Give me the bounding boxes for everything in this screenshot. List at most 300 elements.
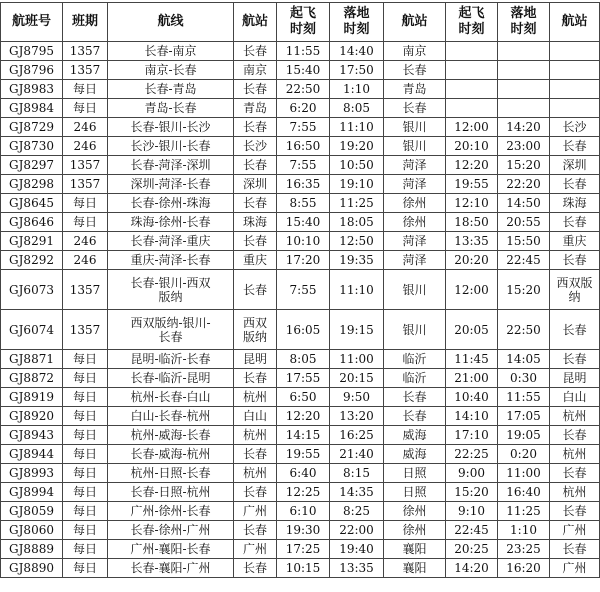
cell-station-3: 长春 xyxy=(550,175,600,194)
cell-arrival-1: 14:35 xyxy=(330,483,384,502)
flight-schedule-table xyxy=(0,2,600,578)
cell-days: 每日 xyxy=(63,559,108,578)
cell-arrival-2: 11:00 xyxy=(498,464,550,483)
cell-route: 南京-长春 xyxy=(108,61,234,80)
cell-days: 1357 xyxy=(63,310,108,350)
cell-station-2: 日照 xyxy=(384,464,446,483)
header-arrival-2-line-1: 落地 xyxy=(510,6,537,21)
cell-station-1: 长春 xyxy=(234,559,277,578)
header-station-3: 航站 xyxy=(550,3,600,42)
table-row xyxy=(1,369,600,388)
cell-flight-no: GJ8983 xyxy=(1,80,63,99)
cell-arrival-1: 13:35 xyxy=(330,559,384,578)
cell-route: 白山-长春-杭州 xyxy=(108,407,234,426)
cell-route: 长春-日照-杭州 xyxy=(108,483,234,502)
cell-flight-no: GJ8292 xyxy=(1,251,63,270)
cell-departure-1: 12:25 xyxy=(277,483,330,502)
table-row xyxy=(1,156,600,175)
cell-flight-no: GJ8919 xyxy=(1,388,63,407)
cell-days: 1357 xyxy=(63,61,108,80)
cell-station-3 xyxy=(550,42,600,61)
cell-route-line: 西双版纳-银川- xyxy=(130,315,211,330)
cell-station-2: 襄阳 xyxy=(384,540,446,559)
cell-route: 珠海-徐州-长春 xyxy=(108,213,234,232)
cell-departure-2: 12:10 xyxy=(446,194,498,213)
cell-route: 长春-威海-杭州 xyxy=(108,445,234,464)
cell-days: 每日 xyxy=(63,369,108,388)
cell-station-3: 长春 xyxy=(550,251,600,270)
cell-station-1: 长春 xyxy=(234,483,277,502)
cell-arrival-2: 14:05 xyxy=(498,350,550,369)
cell-station-1: 广州 xyxy=(234,540,277,559)
table-row xyxy=(1,559,600,578)
cell-departure-2: 9:00 xyxy=(446,464,498,483)
cell-departure-2: 11:45 xyxy=(446,350,498,369)
cell-arrival-1: 9:50 xyxy=(330,388,384,407)
cell-departure-2: 22:25 xyxy=(446,445,498,464)
table-row xyxy=(1,61,600,80)
cell-departure-1: 22:50 xyxy=(277,80,330,99)
cell-station-1: 昆明 xyxy=(234,350,277,369)
header-departure-1-line-2: 时刻 xyxy=(289,22,316,37)
cell-station-3: 杭州 xyxy=(550,445,600,464)
cell-departure-2: 17:10 xyxy=(446,426,498,445)
cell-departure-1: 17:55 xyxy=(277,369,330,388)
table-row xyxy=(1,80,600,99)
cell-station-1: 重庆 xyxy=(234,251,277,270)
cell-station-3-line: 纳 xyxy=(568,289,581,304)
cell-arrival-2: 15:50 xyxy=(498,232,550,251)
cell-station-1: 白山 xyxy=(234,407,277,426)
cell-station-2: 襄阳 xyxy=(384,559,446,578)
table-row xyxy=(1,350,600,369)
table-row xyxy=(1,118,600,137)
cell-departure-1: 6:40 xyxy=(277,464,330,483)
cell-departure-1: 16:35 xyxy=(277,175,330,194)
cell-departure-2: 20:25 xyxy=(446,540,498,559)
cell-station-3: 长春 xyxy=(550,426,600,445)
cell-station-3: 长春 xyxy=(550,137,600,156)
cell-station-1: 深圳 xyxy=(234,175,277,194)
cell-station-1: 杭州 xyxy=(234,426,277,445)
cell-departure-1: 6:10 xyxy=(277,502,330,521)
cell-station-3: 长春 xyxy=(550,350,600,369)
cell-departure-1: 19:30 xyxy=(277,521,330,540)
cell-days: 1357 xyxy=(63,175,108,194)
cell-departure-2: 9:10 xyxy=(446,502,498,521)
cell-station-2: 菏泽 xyxy=(384,156,446,175)
cell-flight-no: GJ8944 xyxy=(1,445,63,464)
cell-arrival-2: 15:20 xyxy=(498,156,550,175)
cell-arrival-1: 1:10 xyxy=(330,80,384,99)
cell-station-3: 长春 xyxy=(550,502,600,521)
cell-arrival-1: 8:25 xyxy=(330,502,384,521)
cell-station-2: 临沂 xyxy=(384,350,446,369)
cell-days: 1357 xyxy=(63,42,108,61)
cell-station-2: 徐州 xyxy=(384,194,446,213)
table-row xyxy=(1,194,600,213)
header-departure-1-line-1: 起飞 xyxy=(289,6,316,21)
header-arrival-2 xyxy=(498,3,550,42)
table-header-row xyxy=(1,3,600,42)
table-row xyxy=(1,99,600,118)
cell-arrival-2: 11:55 xyxy=(498,388,550,407)
cell-departure-2: 10:40 xyxy=(446,388,498,407)
cell-station-2: 长春 xyxy=(384,61,446,80)
cell-arrival-1: 19:10 xyxy=(330,175,384,194)
table-row xyxy=(1,137,600,156)
cell-arrival-2 xyxy=(498,42,550,61)
cell-flight-no: GJ8984 xyxy=(1,99,63,118)
cell-days: 246 xyxy=(63,118,108,137)
cell-station-1: 长春 xyxy=(234,42,277,61)
cell-station-2: 南京 xyxy=(384,42,446,61)
table-row xyxy=(1,464,600,483)
table-row xyxy=(1,502,600,521)
cell-station-2: 日照 xyxy=(384,483,446,502)
cell-arrival-1: 11:25 xyxy=(330,194,384,213)
table-row xyxy=(1,270,600,310)
cell-arrival-2: 1:10 xyxy=(498,521,550,540)
cell-route: 重庆-菏泽-长春 xyxy=(108,251,234,270)
cell-station-2: 青岛 xyxy=(384,80,446,99)
cell-days: 每日 xyxy=(63,502,108,521)
cell-departure-1: 6:20 xyxy=(277,99,330,118)
cell-arrival-1: 10:50 xyxy=(330,156,384,175)
cell-arrival-1: 20:15 xyxy=(330,369,384,388)
cell-departure-1: 17:20 xyxy=(277,251,330,270)
cell-days: 1357 xyxy=(63,156,108,175)
cell-departure-1: 8:05 xyxy=(277,350,330,369)
cell-route-line: 长春-银川-西双 xyxy=(130,275,211,290)
cell-station-3: 长沙 xyxy=(550,118,600,137)
cell-station-2: 银川 xyxy=(384,118,446,137)
cell-departure-1: 7:55 xyxy=(277,270,330,310)
cell-departure-2 xyxy=(446,80,498,99)
cell-station-1: 长春 xyxy=(234,118,277,137)
cell-route: 广州-襄阳-长春 xyxy=(108,540,234,559)
cell-departure-1: 15:40 xyxy=(277,213,330,232)
cell-arrival-1: 8:15 xyxy=(330,464,384,483)
cell-arrival-1: 11:10 xyxy=(330,270,384,310)
cell-station-3 xyxy=(550,61,600,80)
table-row xyxy=(1,175,600,194)
cell-station-1-line: 西双 xyxy=(242,315,267,330)
header-station-1: 航站 xyxy=(234,3,277,42)
cell-flight-no: GJ8729 xyxy=(1,118,63,137)
cell-station-3: 长春 xyxy=(550,464,600,483)
cell-departure-1: 8:55 xyxy=(277,194,330,213)
cell-arrival-2: 14:20 xyxy=(498,118,550,137)
cell-route: 杭州-威海-长春 xyxy=(108,426,234,445)
cell-arrival-1: 16:25 xyxy=(330,426,384,445)
cell-route-line: 长春 xyxy=(158,329,183,344)
cell-arrival-2: 22:20 xyxy=(498,175,550,194)
cell-station-1: 长春 xyxy=(234,232,277,251)
cell-departure-1: 12:20 xyxy=(277,407,330,426)
header-flight-no: 航班号 xyxy=(1,3,63,42)
header-days: 班期 xyxy=(63,3,108,42)
cell-departure-1: 14:15 xyxy=(277,426,330,445)
cell-departure-1: 10:10 xyxy=(277,232,330,251)
table-row xyxy=(1,251,600,270)
cell-route: 长春-徐州-广州 xyxy=(108,521,234,540)
cell-route: 长春-徐州-珠海 xyxy=(108,194,234,213)
cell-flight-no: GJ8943 xyxy=(1,426,63,445)
cell-route: 长春-菏泽-深圳 xyxy=(108,156,234,175)
cell-departure-2: 22:45 xyxy=(446,521,498,540)
cell-arrival-2 xyxy=(498,61,550,80)
cell-arrival-1: 19:20 xyxy=(330,137,384,156)
cell-route: 长春-菏泽-重庆 xyxy=(108,232,234,251)
cell-arrival-1: 21:40 xyxy=(330,445,384,464)
cell-arrival-2 xyxy=(498,80,550,99)
cell-station-3 xyxy=(550,99,600,118)
cell-route: 青岛-长春 xyxy=(108,99,234,118)
cell-route: 杭州-长春-白山 xyxy=(108,388,234,407)
cell-station-3: 长春 xyxy=(550,310,600,350)
cell-route: 昆明-临沂-长春 xyxy=(108,350,234,369)
cell-days: 每日 xyxy=(63,540,108,559)
table-row xyxy=(1,483,600,502)
cell-flight-no: GJ8993 xyxy=(1,464,63,483)
cell-arrival-1: 19:40 xyxy=(330,540,384,559)
cell-arrival-1: 12:50 xyxy=(330,232,384,251)
cell-arrival-2: 0:30 xyxy=(498,369,550,388)
cell-station-1: 珠海 xyxy=(234,213,277,232)
cell-flight-no: GJ8291 xyxy=(1,232,63,251)
cell-station-1: 杭州 xyxy=(234,464,277,483)
cell-flight-no: GJ8994 xyxy=(1,483,63,502)
cell-departure-2: 20:05 xyxy=(446,310,498,350)
cell-departure-1: 15:40 xyxy=(277,61,330,80)
cell-arrival-2: 11:25 xyxy=(498,502,550,521)
cell-station-1: 长春 xyxy=(234,521,277,540)
cell-arrival-1: 8:05 xyxy=(330,99,384,118)
cell-days: 246 xyxy=(63,251,108,270)
cell-station-3: 昆明 xyxy=(550,369,600,388)
cell-station-1: 广州 xyxy=(234,502,277,521)
cell-flight-no: GJ8298 xyxy=(1,175,63,194)
cell-arrival-1: 14:40 xyxy=(330,42,384,61)
cell-flight-no: GJ8889 xyxy=(1,540,63,559)
cell-station-2: 徐州 xyxy=(384,502,446,521)
header-departure-2 xyxy=(446,3,498,42)
cell-departure-1: 17:25 xyxy=(277,540,330,559)
cell-departure-1: 6:50 xyxy=(277,388,330,407)
cell-arrival-1: 11:00 xyxy=(330,350,384,369)
table-row xyxy=(1,310,600,350)
cell-station-1: 长春 xyxy=(234,445,277,464)
cell-arrival-2: 14:50 xyxy=(498,194,550,213)
cell-station-3: 重庆 xyxy=(550,232,600,251)
cell-departure-2: 12:00 xyxy=(446,118,498,137)
cell-station-3 xyxy=(550,80,600,99)
cell-station-1: 长春 xyxy=(234,369,277,388)
cell-arrival-2: 22:50 xyxy=(498,310,550,350)
cell-departure-2: 18:50 xyxy=(446,213,498,232)
cell-arrival-1: 13:20 xyxy=(330,407,384,426)
cell-route: 广州-徐州-长春 xyxy=(108,502,234,521)
cell-station-2: 威海 xyxy=(384,445,446,464)
cell-arrival-2: 23:00 xyxy=(498,137,550,156)
cell-departure-2: 13:35 xyxy=(446,232,498,251)
cell-arrival-1: 17:50 xyxy=(330,61,384,80)
cell-station-2: 威海 xyxy=(384,426,446,445)
cell-flight-no: GJ8796 xyxy=(1,61,63,80)
cell-days: 246 xyxy=(63,232,108,251)
table-row xyxy=(1,540,600,559)
cell-route: 长春-南京 xyxy=(108,42,234,61)
cell-days: 每日 xyxy=(63,464,108,483)
header-departure-2-line-1: 起飞 xyxy=(458,6,485,21)
header-arrival-1 xyxy=(330,3,384,42)
cell-route: 长春-襄阳-广州 xyxy=(108,559,234,578)
cell-days: 每日 xyxy=(63,80,108,99)
cell-station-2: 银川 xyxy=(384,137,446,156)
cell-arrival-2: 22:45 xyxy=(498,251,550,270)
cell-station-1: 长春 xyxy=(234,194,277,213)
cell-departure-2: 12:20 xyxy=(446,156,498,175)
cell-arrival-2 xyxy=(498,99,550,118)
header-arrival-2-line-2: 时刻 xyxy=(510,22,537,37)
cell-station-2: 长春 xyxy=(384,388,446,407)
cell-route xyxy=(108,270,234,310)
cell-station-1: 长春 xyxy=(234,80,277,99)
cell-departure-2 xyxy=(446,61,498,80)
cell-departure-2: 14:20 xyxy=(446,559,498,578)
cell-station-2: 菏泽 xyxy=(384,175,446,194)
cell-station-1: 长沙 xyxy=(234,137,277,156)
cell-route: 深圳-菏泽-长春 xyxy=(108,175,234,194)
cell-days: 每日 xyxy=(63,194,108,213)
cell-flight-no: GJ6074 xyxy=(1,310,63,350)
cell-departure-2: 12:00 xyxy=(446,270,498,310)
table-row xyxy=(1,232,600,251)
cell-station-3: 长春 xyxy=(550,213,600,232)
cell-route-line: 版纳 xyxy=(158,289,183,304)
cell-flight-no: GJ8646 xyxy=(1,213,63,232)
cell-days: 每日 xyxy=(63,350,108,369)
cell-arrival-1: 18:05 xyxy=(330,213,384,232)
cell-flight-no: GJ8297 xyxy=(1,156,63,175)
cell-station-2: 临沂 xyxy=(384,369,446,388)
cell-station-1: 长春 xyxy=(234,270,277,310)
cell-departure-2: 21:00 xyxy=(446,369,498,388)
cell-departure-1: 19:55 xyxy=(277,445,330,464)
table-row xyxy=(1,388,600,407)
cell-flight-no: GJ8730 xyxy=(1,137,63,156)
cell-arrival-2: 20:55 xyxy=(498,213,550,232)
cell-departure-1: 10:15 xyxy=(277,559,330,578)
cell-days: 1357 xyxy=(63,270,108,310)
cell-departure-2: 19:55 xyxy=(446,175,498,194)
cell-station-3: 长春 xyxy=(550,540,600,559)
cell-departure-2: 20:10 xyxy=(446,137,498,156)
cell-flight-no: GJ8920 xyxy=(1,407,63,426)
cell-station-1: 南京 xyxy=(234,61,277,80)
table-row xyxy=(1,521,600,540)
cell-departure-2: 14:10 xyxy=(446,407,498,426)
cell-route: 长春-银川-长沙 xyxy=(108,118,234,137)
cell-station-1 xyxy=(234,310,277,350)
cell-station-2: 徐州 xyxy=(384,213,446,232)
cell-station-3: 深圳 xyxy=(550,156,600,175)
table-row xyxy=(1,445,600,464)
cell-station-3: 白山 xyxy=(550,388,600,407)
cell-arrival-1: 19:35 xyxy=(330,251,384,270)
cell-route: 杭州-日照-长春 xyxy=(108,464,234,483)
cell-departure-1: 7:55 xyxy=(277,156,330,175)
table-row xyxy=(1,213,600,232)
cell-station-1-line: 版纳 xyxy=(242,329,267,344)
cell-days: 每日 xyxy=(63,388,108,407)
cell-arrival-2: 0:20 xyxy=(498,445,550,464)
cell-arrival-2: 15:20 xyxy=(498,270,550,310)
cell-arrival-2: 23:25 xyxy=(498,540,550,559)
cell-station-2: 徐州 xyxy=(384,521,446,540)
cell-station-2: 长春 xyxy=(384,407,446,426)
header-arrival-1-line-2: 时刻 xyxy=(343,22,370,37)
flight-schedule-body xyxy=(1,42,600,578)
cell-station-1: 长春 xyxy=(234,156,277,175)
cell-station-3: 珠海 xyxy=(550,194,600,213)
cell-arrival-1: 19:15 xyxy=(330,310,384,350)
cell-days: 每日 xyxy=(63,213,108,232)
header-departure-1 xyxy=(277,3,330,42)
cell-route: 长春-临沂-昆明 xyxy=(108,369,234,388)
cell-departure-1: 16:50 xyxy=(277,137,330,156)
cell-station-1: 青岛 xyxy=(234,99,277,118)
cell-departure-2: 20:20 xyxy=(446,251,498,270)
cell-station-3: 杭州 xyxy=(550,407,600,426)
cell-station-2: 长春 xyxy=(384,99,446,118)
cell-days: 每日 xyxy=(63,99,108,118)
cell-departure-1: 7:55 xyxy=(277,118,330,137)
cell-station-3: 广州 xyxy=(550,521,600,540)
cell-arrival-2: 17:05 xyxy=(498,407,550,426)
cell-departure-1: 11:55 xyxy=(277,42,330,61)
cell-station-3: 杭州 xyxy=(550,483,600,502)
cell-station-1: 杭州 xyxy=(234,388,277,407)
cell-departure-2: 15:20 xyxy=(446,483,498,502)
cell-days: 每日 xyxy=(63,445,108,464)
cell-days: 每日 xyxy=(63,426,108,445)
cell-flight-no: GJ8890 xyxy=(1,559,63,578)
cell-flight-no: GJ8871 xyxy=(1,350,63,369)
cell-days: 每日 xyxy=(63,483,108,502)
cell-arrival-2: 16:20 xyxy=(498,559,550,578)
cell-arrival-2: 16:40 xyxy=(498,483,550,502)
cell-route xyxy=(108,310,234,350)
header-departure-2-line-2: 时刻 xyxy=(458,22,485,37)
cell-flight-no: GJ6073 xyxy=(1,270,63,310)
cell-arrival-2: 19:05 xyxy=(498,426,550,445)
cell-departure-2 xyxy=(446,42,498,61)
cell-station-2: 银川 xyxy=(384,270,446,310)
cell-arrival-1: 11:10 xyxy=(330,118,384,137)
header-arrival-1-line-1: 落地 xyxy=(343,6,370,21)
cell-station-2: 菏泽 xyxy=(384,251,446,270)
table-row xyxy=(1,42,600,61)
cell-flight-no: GJ8872 xyxy=(1,369,63,388)
header-station-2: 航站 xyxy=(384,3,446,42)
cell-departure-1: 16:05 xyxy=(277,310,330,350)
cell-flight-no: GJ8645 xyxy=(1,194,63,213)
cell-flight-no: GJ8795 xyxy=(1,42,63,61)
cell-route: 长沙-银川-长春 xyxy=(108,137,234,156)
cell-station-2: 银川 xyxy=(384,310,446,350)
